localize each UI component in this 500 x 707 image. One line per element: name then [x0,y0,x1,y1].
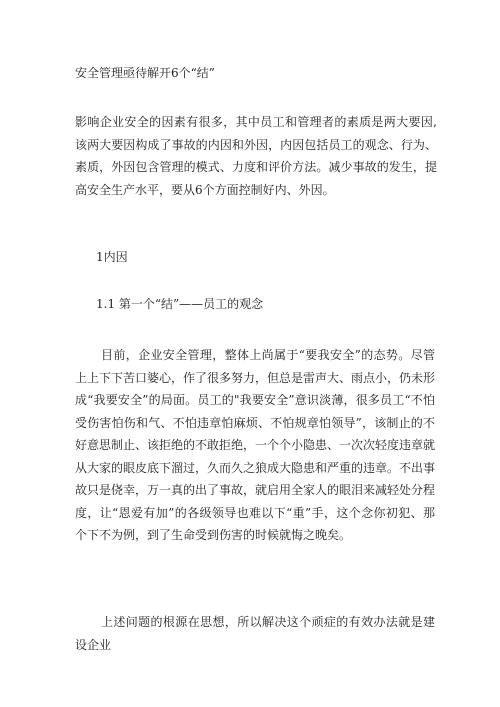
intro-paragraph: 影响企业安全的因素有很多，其中员工和管理者的素质是两大要因,该两大要因构成了事故的内因和外因，内因包括员工的观念、行为、素质，外因包含管理的模式、力度和评价方法。减少事故的发生，提高安全生产水平，要从6个方面控制好内、外因。 [75,115,437,197]
document-title: 安全管理亟待解开6个“结” [75,66,215,80]
body-paragraph-continued: 上述问题的根源在思想，所以解决这个顽症的有效办法就是建设企业 [75,615,435,652]
subsection-heading: 1.1 第一个“结”——员工的观念 [96,297,264,311]
section-heading: 1内因 [96,250,128,264]
body-paragraph: 目前，企业安全管理，整体上尚属于“要我安全”的态势。尽管上上下下苦口婆心，作了很多努力，但总是雷声大、雨点小，仍未形成“我要安全”的局面。员工的"我要安全”意识淡薄，很多员工“不怕受伤害怕伤和气、不怕违章怕麻烦、不怕规章怕领导”，该制止的不好意思制止、该拒绝的不敢拒绝，一个个小隐患、一次次轻度违章就从大家的眼皮底下溜过，久而久之狼成大隐患和严重的违章。不出事故只是侥幸，万一真的出了事故，就启用全家人的眼泪来减轻处分程度，让“恩爱有加”的各级领导也难以下“重”手，这个念你初犯、那个下不为例，到了生命受到伤害的时候就悔之晚矣。 [75,348,436,542]
